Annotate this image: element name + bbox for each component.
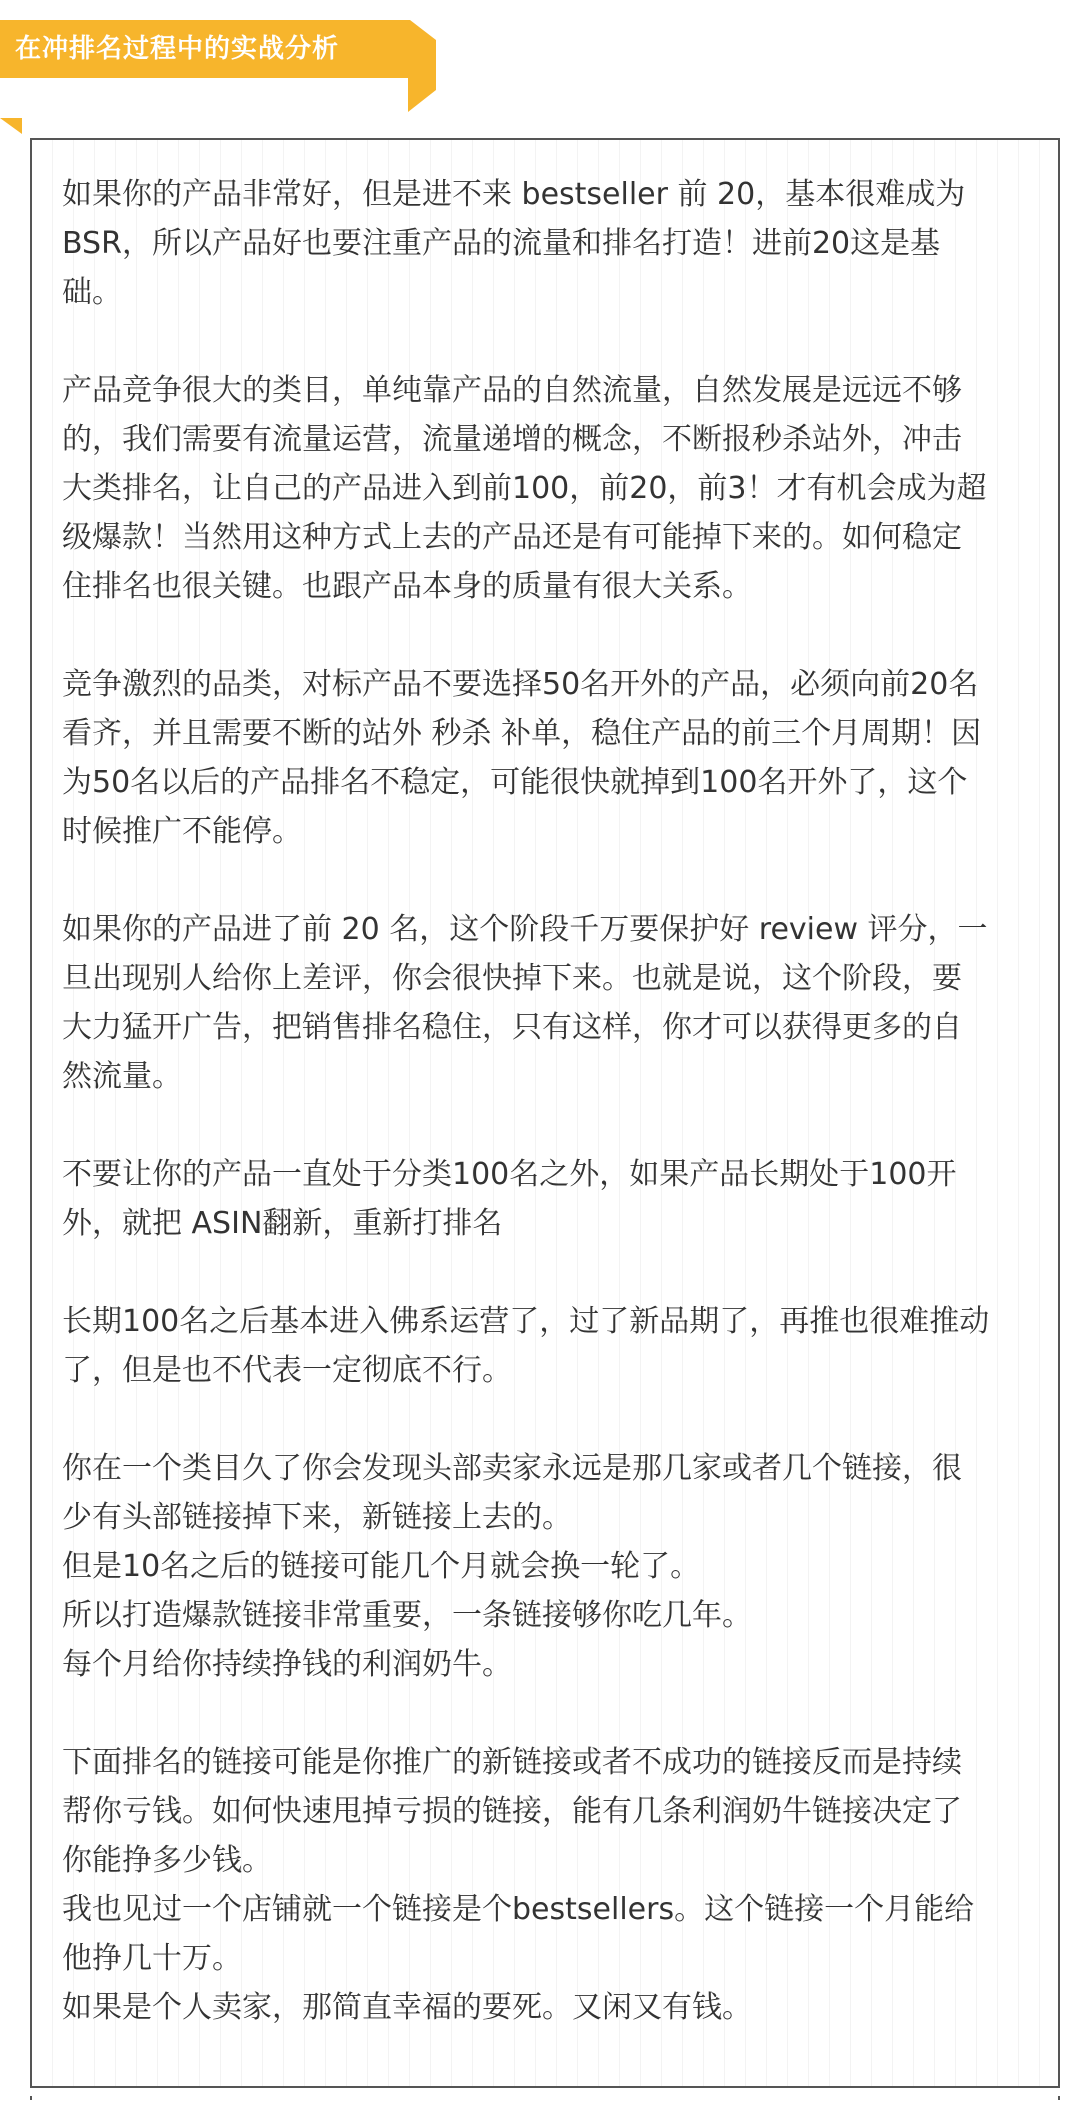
section-title: 在冲排名过程中的实战分析 [15, 34, 340, 64]
paragraph [62, 1150, 1037, 1248]
text-line: 时候推广不能停。 [62, 814, 302, 849]
paragraph [62, 1738, 1037, 2032]
paragraph [62, 1297, 1037, 1395]
text-line: 了，但是也不代表一定彻底不行。 [62, 1353, 512, 1388]
text-line: 如果你的产品进了前 20 名，这个阶段千万要保护好 review 评分，一 [62, 912, 988, 947]
text-line: BSR，所以产品好也要注重产品的流量和排名打造！进前20这是基 [62, 226, 941, 261]
text-line: 帮你亏钱。如何快速甩掉亏损的链接，能有几条利润奶牛链接决定了 [62, 1794, 962, 1829]
corner-triangle-decoration [0, 118, 22, 134]
section-header-tag [0, 20, 436, 112]
text-line: 如果是个人卖家，那简直幸福的要死。又闲又有钱。 [62, 1990, 752, 2025]
text-line: 然流量。 [62, 1059, 182, 1094]
article-body [62, 170, 1037, 2081]
paragraph [62, 905, 1037, 1101]
frame-bottom-edge [30, 2096, 1060, 2100]
text-line: 长期100名之后基本进入佛系运营了，过了新品期了，再推也很难推动 [62, 1304, 990, 1339]
text-line: 看齐，并且需要不断的站外 秒杀 补单，稳住产品的前三个月周期！因 [62, 716, 982, 751]
text-line: 的，我们需要有流量运营，流量递增的概念，不断报秒杀站外，冲击 [62, 422, 962, 457]
paragraph [62, 660, 1037, 856]
text-line: 少有头部链接掉下来，新链接上去的。 [62, 1500, 572, 1535]
text-line: 旦出现别人给你上差评，你会很快掉下来。也就是说，这个阶段，要 [62, 961, 962, 996]
paragraph [62, 1444, 1037, 1689]
text-line: 为50名以后的产品排名不稳定，可能很快就掉到100名开外了，这个 [62, 765, 968, 800]
text-line: 他挣几十万。 [62, 1941, 242, 1976]
text-line: 住排名也很关键。也跟产品本身的质量有很大关系。 [62, 569, 752, 604]
text-line: 下面排名的链接可能是你推广的新链接或者不成功的链接反而是持续 [62, 1745, 962, 1780]
text-line: 每个月给你持续挣钱的利润奶牛。 [62, 1647, 512, 1682]
text-line: 大力猛开广告，把销售排名稳住，只有这样，你才可以获得更多的自 [62, 1010, 962, 1045]
article-frame [30, 138, 1060, 2088]
paragraph [62, 366, 1037, 611]
text-line: 产品竞争很大的类目，单纯靠产品的自然流量，自然发展是远远不够 [62, 373, 962, 408]
text-line: 但是10名之后的链接可能几个月就会换一轮了。 [62, 1549, 701, 1584]
text-line: 我也见过一个店铺就一个链接是个bestsellers。这个链接一个月能给 [62, 1892, 975, 1927]
text-line: 你能挣多少钱。 [62, 1843, 272, 1878]
text-line: 所以打造爆款链接非常重要，一条链接够你吃几年。 [62, 1598, 752, 1633]
text-line: 础。 [62, 275, 122, 310]
text-line: 外，就把 ASIN翻新，重新打排名 [62, 1206, 503, 1241]
text-line: 如果你的产品非常好，但是进不来 bestseller 前 20，基本很难成为 [62, 177, 966, 212]
text-line: 不要让你的产品一直处于分类100名之外，如果产品长期处于100开 [62, 1157, 957, 1192]
text-line: 级爆款！当然用这种方式上去的产品还是有可能掉下来的。如何稳定 [62, 520, 962, 555]
paragraph [62, 170, 1037, 317]
text-line: 你在一个类目久了你会发现头部卖家永远是那几家或者几个链接，很 [62, 1451, 962, 1486]
text-line: 竞争激烈的品类，对标产品不要选择50名开外的产品，必须向前20名 [62, 667, 979, 702]
text-line: 大类排名，让自己的产品进入到前100，前20，前3！才有机会成为超 [62, 471, 987, 506]
